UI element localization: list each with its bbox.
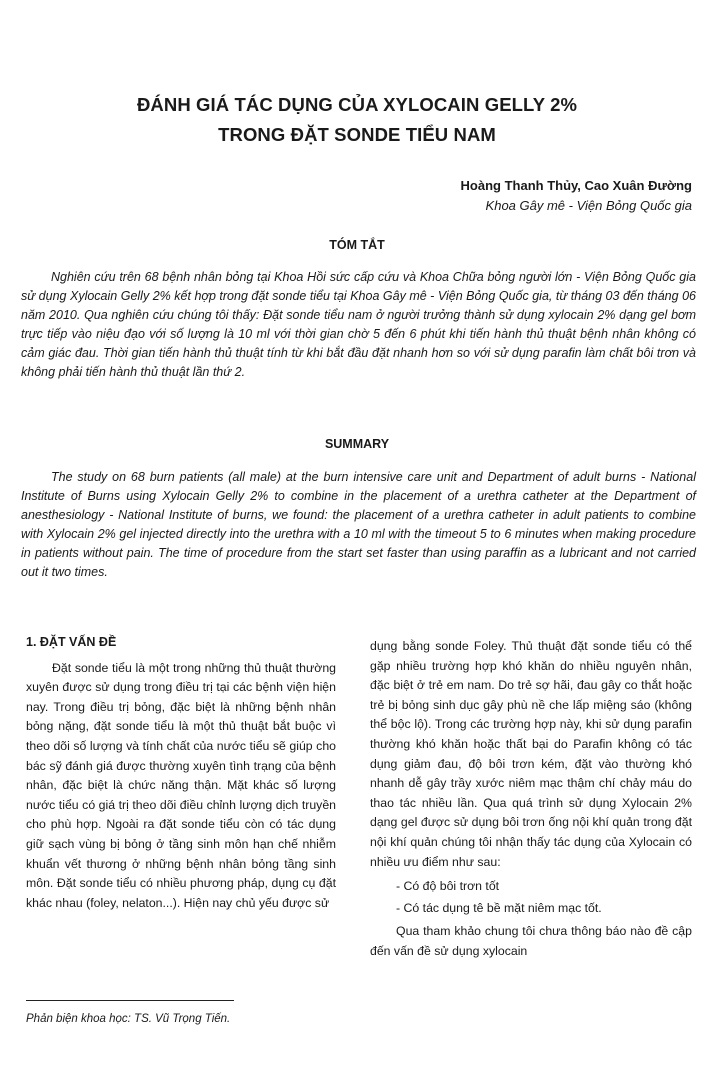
advantage-item-1: - Có độ bôi trơn tốt (396, 879, 500, 894)
section-1-paragraph-1: Đặt sonde tiểu là một trong những thủ thuật thường xuyên được sử dụng trong điều trị tại các bệnh viện hiện nay. Trong điều trị bỏng, đặc biệt là những bệnh nhân bỏng nặng, đặt sonde tiểu là một thủ thuật bắt buộc vì theo dõi số lượng và tính chất của nước tiểu sẽ giúp cho bác sỹ đánh giá được thường xuyên tình trạng của bệnh nhân, đặc biệt là chức năng thận. Mặt khác số lượng nước tiểu có giá trị theo dõi điều chỉnh lượng dịch truyền cho phù hợp. Ngoài ra đặt sonde tiểu còn có tác dụng giữ sạch vùng bị bỏng ở tầng sinh môn hạn chế nhiễm khuẩn vết thương ở những bệnh nhân bỏng tầng sinh môn. Đặt sonde tiểu có nhiều phương pháp, dụng cụ đặt khác nhau (foley, nelaton...). Hiện nay chủ yếu được sử (26, 660, 336, 910)
author-names: Hoàng Thanh Thủy, Cao Xuân Đường (460, 178, 692, 193)
article-title-line-2: TRONG ĐẶT SONDE TIỂU NAM (218, 124, 496, 145)
right-column (370, 637, 692, 961)
article-title-line-1: ĐÁNH GIÁ TÁC DỤNG CỦA XYLOCAIN GELLY 2% (136, 94, 578, 115)
section-1-paragraph-1-continued: dụng bằng sonde Foley. Thủ thuật đặt sonde tiểu có thể gặp nhiều trường hợp khó khăn do nhiều nguyên nhân, đặc biệt ở trẻ em nam. Do trẻ sợ hãi, đau gây co thắt hoặc trẻ bị bỏng sinh dục gây phù nề che lấp miệng sáo (không thể bộc lộ). Trong các trường hợp này, khi sử dụng parafin thường khó khăn hoặc thất bại do Parafin không có tác dụng giảm đau, độ bôi trơn kém, đặt vào thường khó nhanh dễ gây trầy xước niêm mạc thậm chí chảy máu do thao tác nhiều lần. Qua quá trình sử dụng Xylocain 2% dạng gel được sử dụng bôi trơn ống nội khí quản trong đặt nội khí quản chúng tôi nhận thấy tác dụng của Xylocain có nhiều ưu điểm như sau: (370, 639, 692, 869)
author-block (461, 176, 692, 216)
article-title (0, 90, 714, 150)
advantages-list (370, 875, 692, 919)
summary-vi-text: Nghiên cứu trên 68 bệnh nhân bỏng tại Khoa Hồi sức cấp cứu và Khoa Chữa bỏng người lớn - Viện Bỏng Quốc gia sử dụng Xylocain Gelly 2% kết hợp trong đặt sonde tiểu tại Khoa Gây mê - Viện Bỏng Quốc gia, từ tháng 03 đến tháng 06 năm 2010. Qua nghiên cứu chúng tôi thấy: Đặt sonde tiểu nam ở người trưởng thành sử dụng xylocain 2% dạng gel bơm trực tiếp vào niệu đạo với số lượng là 10 ml với thời gian chờ 5 đến 6 phút khi tiến hành thủ thuật bệnh nhân không có cảm giác đau. Thời gian tiến hành thủ thuật tính từ khi bắt đầu đặt nhanh hơn so với sử dụng parafin làm chất bôi trơn và không phải tiến hành thủ thuật lần thứ 2. (21, 270, 696, 379)
section-1-paragraph-2: Qua tham khảo chung tôi chưa thông báo nào đề cập đến vấn đề sử dụng xylocain (370, 924, 692, 958)
footnote-reviewer: Phản biện khoa học: TS. Vũ Trọng Tiến. (26, 1013, 231, 1025)
advantage-item-2: - Có tác dụng tê bề mặt niêm mạc tốt. (396, 901, 602, 916)
author-affiliation: Khoa Gây mê - Viện Bỏng Quốc gia (485, 198, 692, 213)
footnote-divider (26, 1000, 234, 1001)
left-column (26, 633, 336, 913)
section-1-title: 1. ĐẶT VẤN ĐỀ (26, 635, 117, 649)
summary-en-heading: SUMMARY (324, 437, 390, 451)
summary-vi-heading: TÓM TẮT (329, 238, 385, 252)
summary-en-text: The study on 68 burn patients (all male) at the burn intensive care unit and Department of adult burns - National Institute of Burns using Xylocain Gelly 2% to combine in the placement of a urethra catheter at the Department of anesthesiology - National Institute of burns, we found: the placement of a urethra catheter in adult patients to combine with Xylocain 2% gel injected directly into the urethra with a 10 ml with the timeout 5 to 6 minutes when making procedure in patients without pain. The time of procedure from the start set faster than using paraffin as a lubricant and not carried out it two times. (21, 470, 696, 579)
